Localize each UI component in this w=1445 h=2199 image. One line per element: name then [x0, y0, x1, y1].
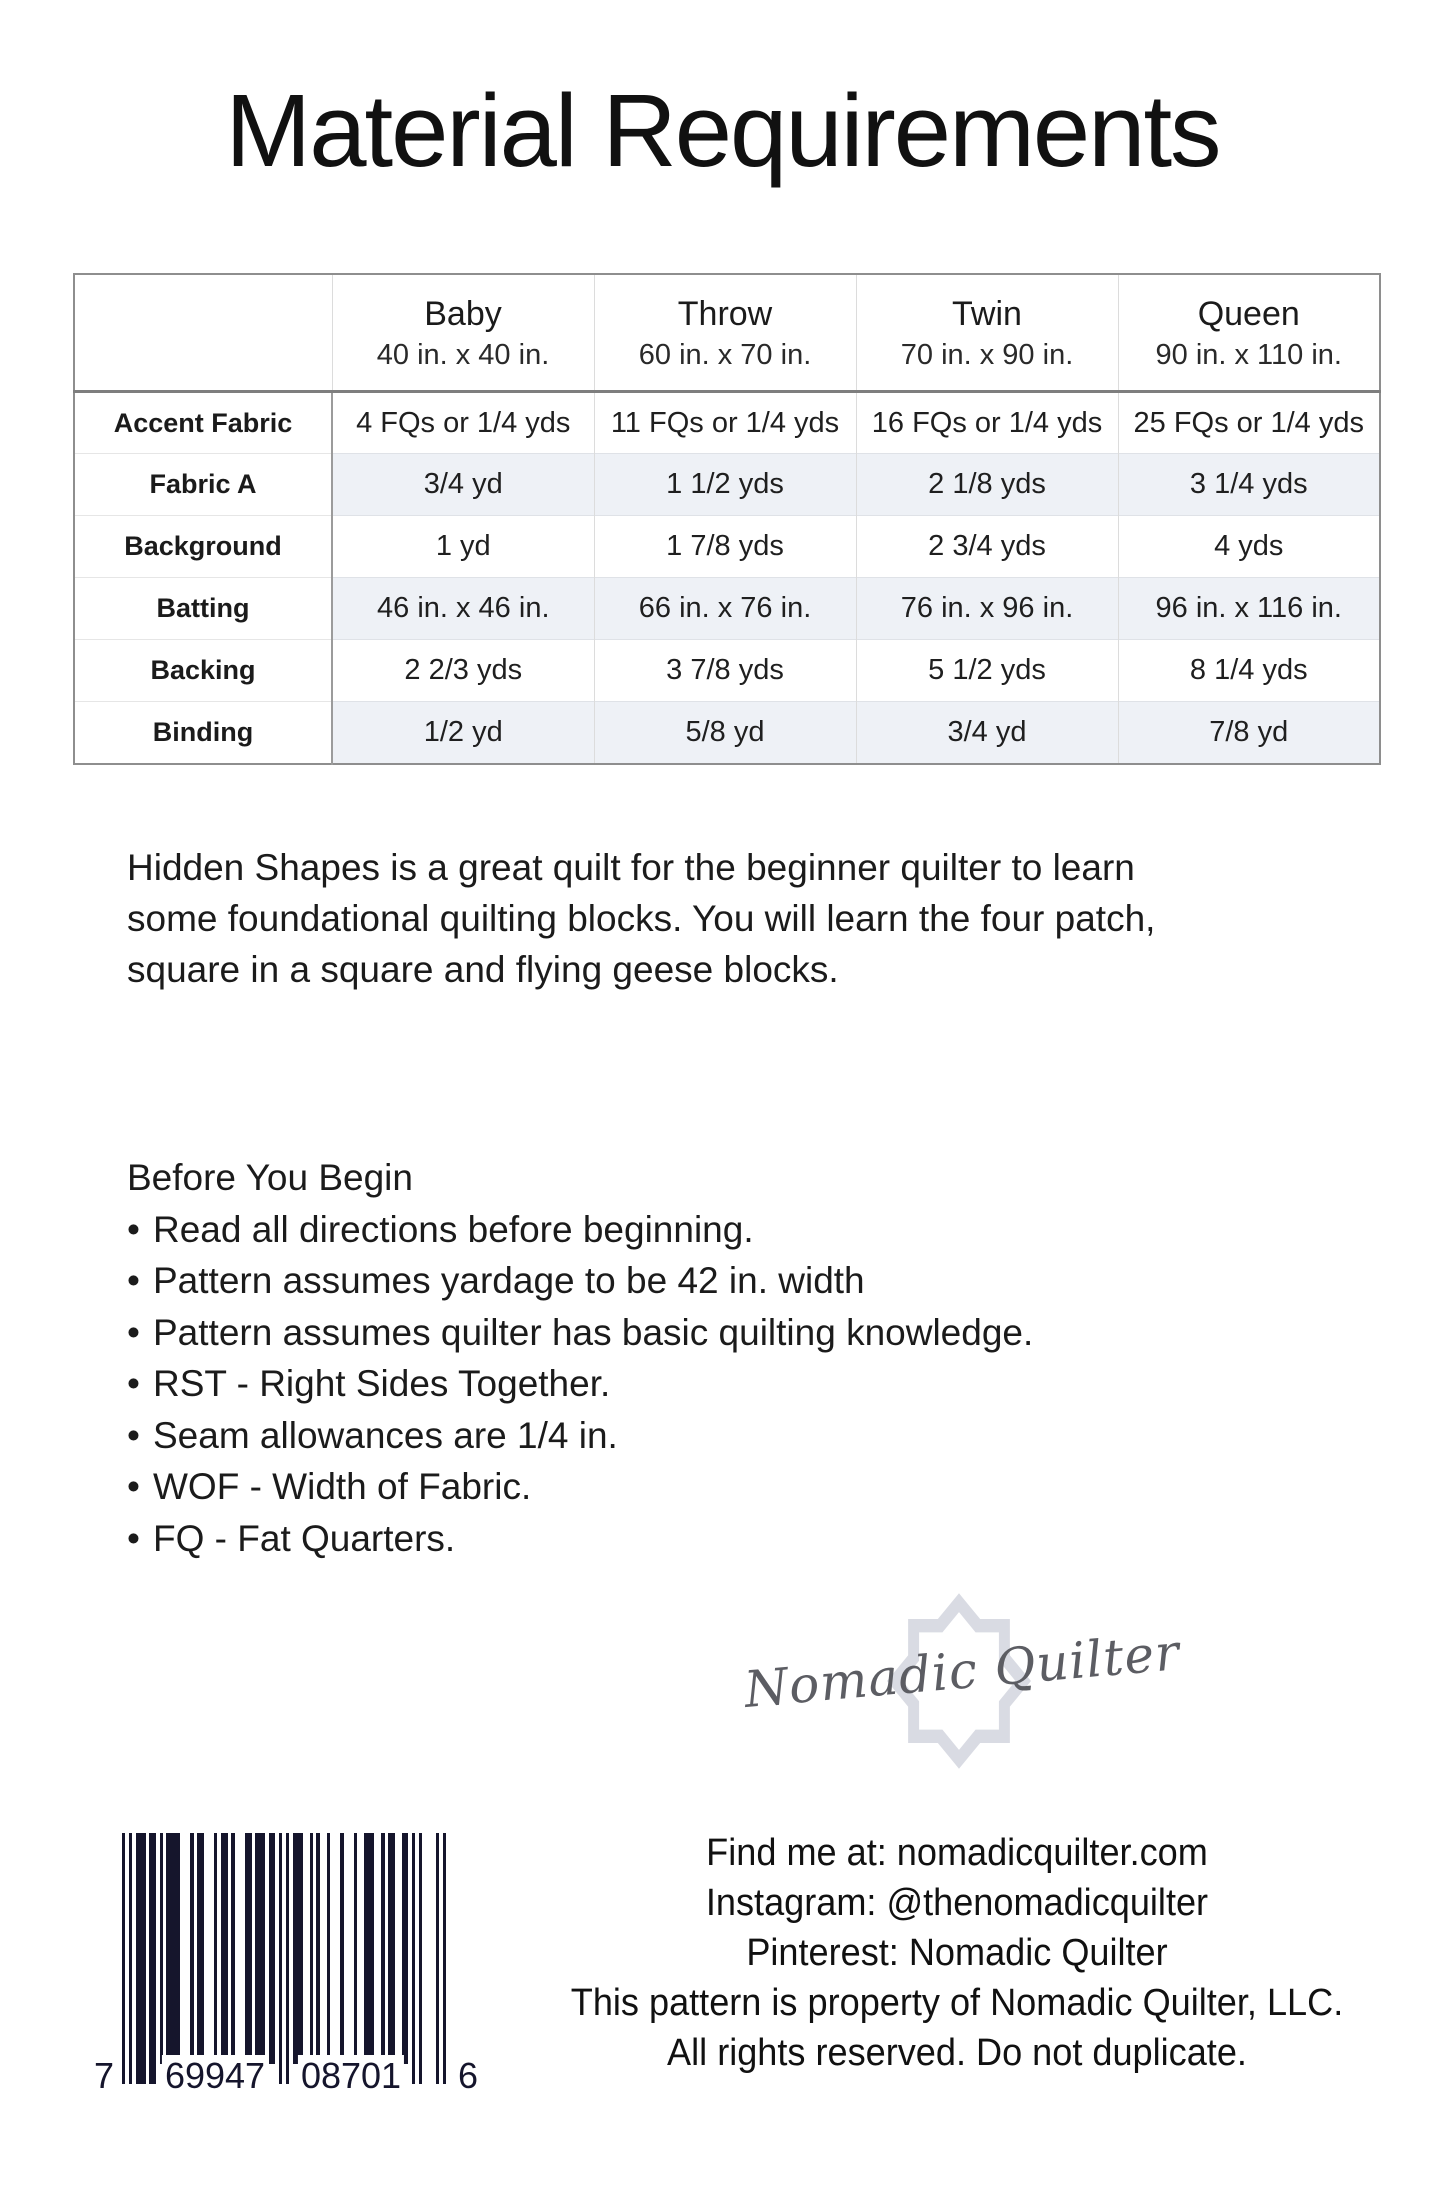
barcode-bar [129, 1833, 132, 2084]
barcode-bar [221, 1833, 228, 2064]
barcode [93, 1833, 479, 2096]
barcode-bar [231, 1833, 234, 2064]
barcode-bar [197, 1833, 204, 2064]
bullet-icon: • [127, 1311, 140, 1353]
bullet-icon: • [127, 1208, 140, 1250]
table-cell: 3/4 yd [856, 702, 1118, 764]
table-cell: 3/4 yd [332, 454, 594, 516]
list-item-text: RST - Right Sides Together. [153, 1363, 611, 1404]
barcode-bar [340, 1833, 343, 2064]
barcode-bar [388, 1833, 395, 2064]
row-label: Fabric A [74, 454, 332, 516]
column-header-baby [332, 274, 594, 392]
table-cell: 1 1/2 yds [594, 454, 856, 516]
barcode-bar [364, 1833, 374, 2064]
table-cell: 3 1/4 yds [1118, 454, 1380, 516]
list-item [127, 1461, 1033, 1513]
table-cell: 8 1/4 yds [1118, 640, 1380, 702]
barcode-bar [293, 1833, 303, 2064]
column-header-twin [856, 274, 1118, 392]
list-item [127, 1255, 1033, 1307]
pattern-description [127, 842, 1155, 995]
footer-line-pinterest: Pinterest: Nomadic Quilter [746, 1932, 1168, 1974]
barcode-bar [255, 1833, 265, 2064]
column-header-throw [594, 274, 856, 392]
list-item [127, 1358, 1033, 1410]
table-cell: 66 in. x 76 in. [594, 578, 856, 640]
column-name: Twin [952, 294, 1022, 333]
list-item [127, 1204, 1033, 1256]
barcode-bar [402, 1833, 409, 2064]
barcode-bar [279, 1833, 282, 2084]
barcode-digit-group2: 08701 [298, 2055, 404, 2097]
barcode-bar [269, 1833, 276, 2064]
barcode-digit-group1: 69947 [162, 2055, 268, 2097]
list-item-text: FQ - Fat Quarters. [153, 1517, 456, 1559]
table-row-backing [74, 640, 1380, 702]
table-cell: 1 yd [332, 516, 594, 578]
table-cell: 96 in. x 116 in. [1118, 578, 1380, 640]
table-row-batting [74, 578, 1380, 640]
description-line: some foundational quilting blocks. You will learn the four patch, [127, 898, 1156, 939]
column-size: 70 in. x 90 in. [900, 338, 1074, 371]
barcode-bar [327, 1833, 330, 2064]
table-cell: 2 1/8 yds [856, 454, 1118, 516]
list-item-text: Read all directions before beginning. [153, 1208, 754, 1250]
row-label: Background [74, 516, 332, 578]
barcode-bar [354, 1833, 357, 2064]
material-requirements-table [73, 273, 1381, 765]
barcode-bar [160, 1833, 163, 2064]
footer-line-copyright: This pattern is property of Nomadic Quilter, LLC. [570, 1982, 1344, 2024]
column-size: 40 in. x 40 in. [376, 338, 550, 371]
table-cell: 25 FQs or 1/4 yds [1118, 392, 1380, 454]
bullet-icon: • [127, 1466, 140, 1507]
barcode-bar [381, 1833, 384, 2064]
barcode-bar [245, 1833, 252, 2064]
table-cell: 3 7/8 yds [594, 640, 856, 702]
footer-info [482, 1828, 1432, 2078]
footer-line-rights: All rights reserved. Do not duplicate. [667, 2032, 1247, 2074]
column-name: Throw [677, 294, 773, 333]
barcode-bar [214, 1833, 217, 2064]
table-cell: 5/8 yd [594, 702, 856, 764]
bullet-icon: • [127, 1517, 140, 1559]
barcode-bar [122, 1833, 125, 2084]
before-you-begin-heading: Before You Begin [127, 1157, 413, 1198]
table-cell: 4 FQs or 1/4 yds [332, 392, 594, 454]
table-cell: 2 3/4 yds [856, 516, 1118, 578]
barcode-bar [286, 1833, 289, 2084]
description-line: square in a square and flying geese blocks. [127, 949, 839, 990]
table-header-row [74, 274, 1380, 392]
before-you-begin-section [127, 1152, 1033, 1564]
footer-line-instagram: Instagram: @thenomadicquilter [705, 1882, 1209, 1924]
list-item [127, 1513, 1033, 1565]
barcode-bar [412, 1833, 415, 2084]
table-cell: 76 in. x 96 in. [856, 578, 1118, 640]
table-row-binding [74, 702, 1380, 764]
barcode-bar [166, 1833, 180, 2064]
column-name: Baby [424, 294, 502, 333]
list-item [127, 1307, 1033, 1359]
list-item-text: WOF - Width of Fabric. [153, 1466, 532, 1507]
table-cell: 11 FQs or 1/4 yds [594, 392, 856, 454]
list-item [127, 1410, 1033, 1462]
column-size: 60 in. x 70 in. [638, 338, 812, 371]
column-name: Queen [1197, 294, 1300, 333]
barcode-digit-left: 7 [91, 2055, 117, 2097]
list-item-text: Seam allowances are 1/4 in. [153, 1414, 618, 1456]
row-label: Batting [74, 578, 332, 640]
brand-signature: Nomadic Quilter [741, 1623, 1183, 1719]
row-label: Backing [74, 640, 332, 702]
bullet-icon: • [127, 1363, 140, 1404]
table-cell: 5 1/2 yds [856, 640, 1118, 702]
table-cell: 7/8 yd [1118, 702, 1380, 764]
barcode-bar [190, 1833, 193, 2064]
barcode-bar [436, 1833, 439, 2084]
table-cell: 2 2/3 yds [332, 640, 594, 702]
barcode-digit-right: 6 [455, 2055, 481, 2097]
table-cell: 4 yds [1118, 516, 1380, 578]
barcode-bar [443, 1833, 446, 2084]
footer-line-website: Find me at: nomadicquilter.com [706, 1832, 1208, 1874]
barcode-bar [310, 1833, 313, 2064]
row-label: Accent Fabric [74, 392, 332, 454]
table-cell: 1 7/8 yds [594, 516, 856, 578]
table-row-background [74, 516, 1380, 578]
list-item-text: Pattern assumes yardage to be 42 in. width [153, 1260, 865, 1301]
table-cell: 16 FQs or 1/4 yds [856, 392, 1118, 454]
column-size: 90 in. x 110 in. [1155, 338, 1342, 371]
barcode-bar [419, 1833, 422, 2084]
barcode-bar [149, 1833, 156, 2084]
list-item-text: Pattern assumes quilter has basic quilting knowledge. [153, 1311, 1034, 1353]
column-header-queen [1118, 274, 1380, 392]
bullet-icon: • [127, 1414, 140, 1456]
table-cell: 1/2 yd [332, 702, 594, 764]
table-row-accent-fabric [74, 392, 1380, 454]
page-title: Material Requirements [225, 73, 1220, 188]
barcode-bar [136, 1833, 146, 2084]
table-cell: 46 in. x 46 in. [332, 578, 594, 640]
table-corner-cell [74, 274, 332, 392]
description-line: Hidden Shapes is a great quilt for the beginner quilter to learn [127, 847, 1135, 888]
barcode-bar [316, 1833, 319, 2064]
bullet-icon: • [127, 1260, 140, 1301]
row-label: Binding [74, 702, 332, 764]
table-row-fabric-a [74, 454, 1380, 516]
